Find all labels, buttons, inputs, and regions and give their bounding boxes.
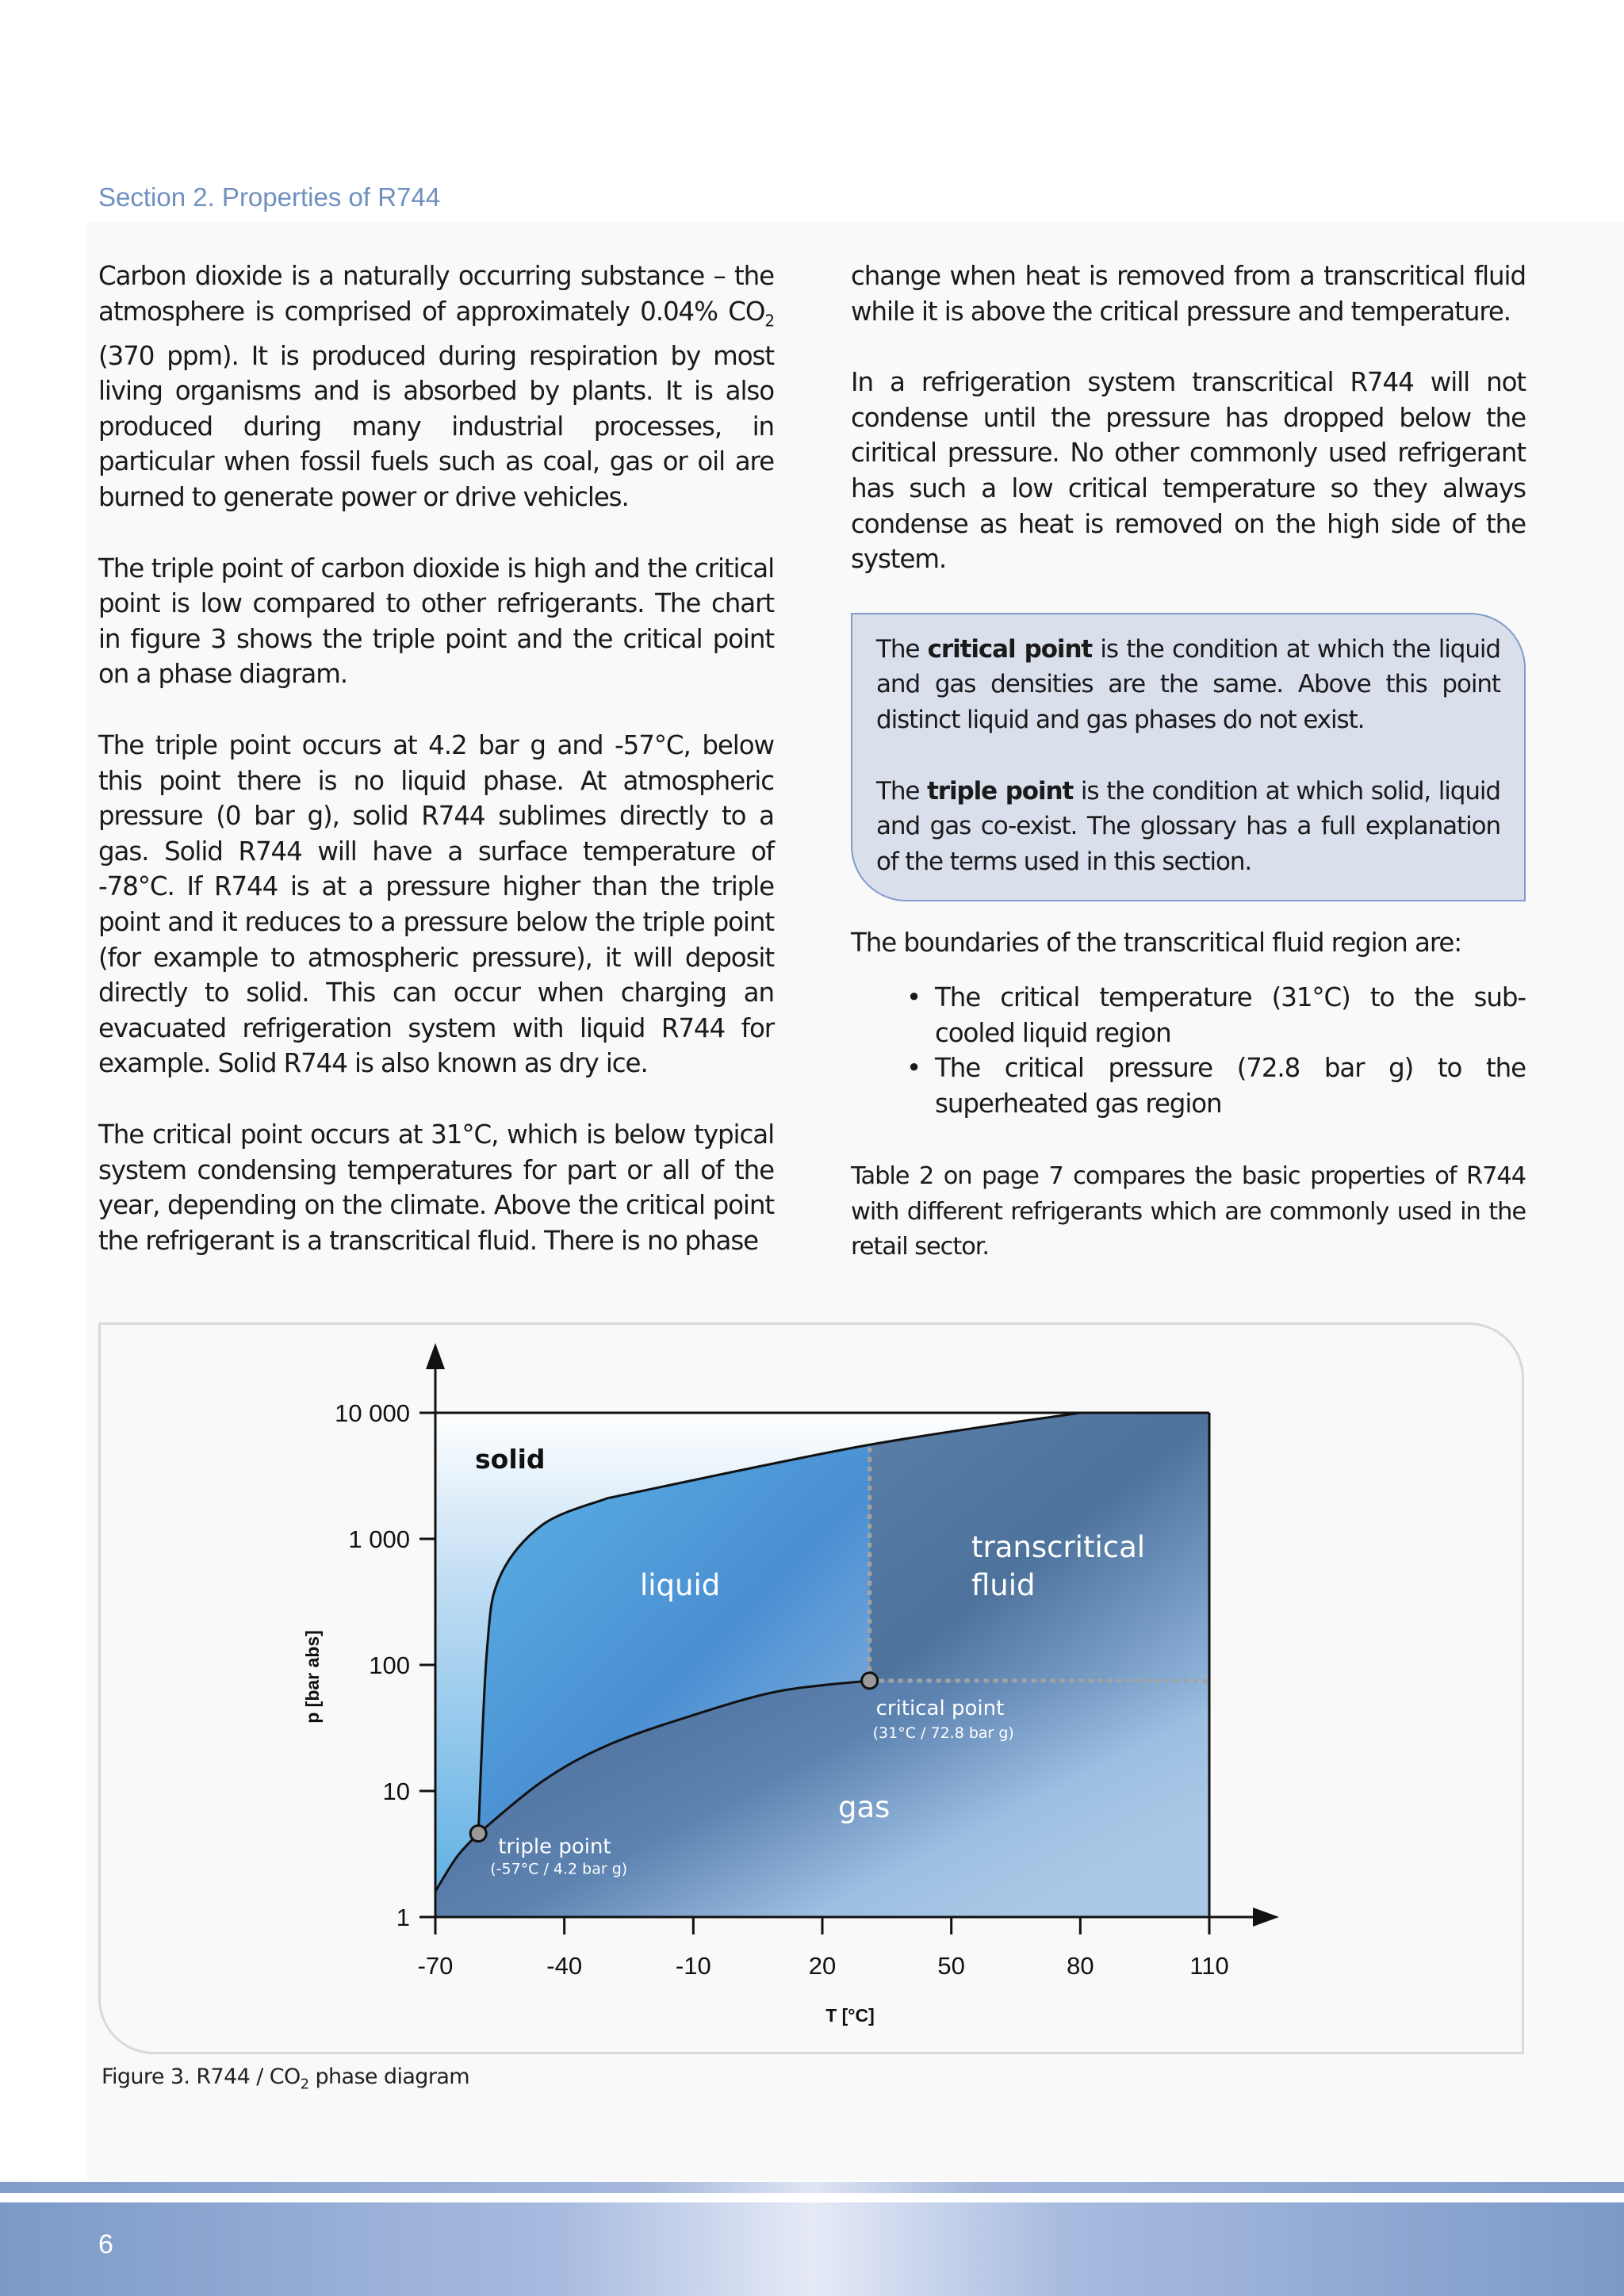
critical-point-definition: The critical point is the condition at which the liquid and gas densities are the same. Above this point distinct liquid and gas phases do not exist. (876, 634, 1500, 734)
y-tick-label: 1 000 (348, 1525, 410, 1553)
section-title: Section 2. Properties of R744 (98, 182, 441, 212)
x-tick-label: 20 (808, 1952, 837, 1980)
paragraph-critical-point: The critical point occurs at 31°C, which is below typical system condensing temperatures for part or all of the year, depending on the climate. Above the critical point the refrigerant is a transcritical fluid. There is no phase (98, 1119, 774, 1256)
transcritical-label-line1: transcritical (971, 1530, 1146, 1564)
x-axis-label: T [°C] (825, 2005, 875, 2026)
critical-point-label: critical point (875, 1696, 1005, 1720)
left-column (98, 258, 774, 1294)
triple-point-marker (470, 1826, 486, 1842)
paragraph-co2-intro: Carbon dioxide is a naturally occurring substance – the atmosphere is comprised of approximately 0.04% $CO_2$ (370 ppm). It is produced during respiration by most living organisms and is absorbed by plants. It is also produced during many industrial processes, in particular when fossil fuels such as coal, gas or oil are burned to generate power or drive vehicles. (98, 261, 774, 513)
figure-caption: Figure 3. $R744 / CO_2$ phase diagram (102, 2064, 469, 2093)
list-item: • The critical pressure (72.8 bar g) to the superheated gas region (906, 1050, 1526, 1121)
triple-point-label: triple point (498, 1835, 611, 1859)
table-reference: Table 2 on page 7 compares the basic properties of R744 with different refrigerants which are commonly used in the retail sector. (851, 1162, 1526, 1261)
liquid-label: liquid (640, 1568, 721, 1602)
y-tick-label: 10 (382, 1777, 410, 1805)
solid-label: solid (475, 1444, 546, 1475)
paragraph-condense: In a refrigeration system transcritical R744 will not condense until the pressure has dropped below the ciritical pressure. No other commonly used refrigerant has such a low critical temperature so they always condense as heat is removed on the high side of the system. (851, 367, 1526, 575)
phase-diagram-chart (98, 1322, 1524, 2054)
y-tick-label: 100 (369, 1651, 410, 1679)
page-number: 6 (98, 2229, 113, 2260)
footer-stripe (0, 2182, 1624, 2193)
gas-label: gas (838, 1790, 891, 1824)
y-axis-label: p [bar abs] (302, 1630, 323, 1724)
boundaries-list (906, 980, 1526, 1121)
paragraph-triple-point: The triple point occurs at 4.2 bar g and -57°C, below this point there is no liquid phase. At atmospheric pressure (0 bar g), solid R744 sublimes directly to a gas. Solid R744 will have a surface temperature of -78°C. If R744 is at a pressure higher than the triple point and it reduces to a pressure below the triple point (for example to atmospheric pressure), it will deposit directly to solid. This can occur when charging an evacuated refrigeration system with liquid R744 for example. Solid R744 is also known as dry ice. (98, 730, 774, 1079)
x-tick-label: 110 (1189, 1952, 1229, 1980)
x-tick-label: -70 (417, 1952, 454, 1980)
right-column (851, 258, 1526, 1301)
y-tick-label: 1 (396, 1904, 410, 1931)
paragraph-triple-critical: The triple point of carbon dioxide is high and the critical point is low compared to other refrigerants. The chart in figure 3 shows the triple point and the critical point on a phase diagram. (98, 553, 774, 690)
critical-point-marker (862, 1673, 878, 1689)
x-tick-label: -40 (546, 1952, 583, 1980)
paragraph-phase-change: change when heat is removed from a transcritical fluid while it is above the critical pressure and temperature. (851, 261, 1526, 327)
definition-callout (851, 613, 1526, 902)
boundaries-intro: The boundaries of the transcritical fluid region are: (851, 928, 1462, 959)
critical-point-sublabel: (31°C / 72.8 bar g) (872, 1724, 1014, 1742)
list-item: • The critical temperature (31°C) to the sub-cooled liquid region (906, 980, 1526, 1050)
triple-point-sublabel: (-57°C / 4.2 bar g) (490, 1860, 628, 1878)
x-tick-label: 50 (937, 1952, 965, 1980)
footer-band (0, 2202, 1624, 2296)
x-tick-label: -10 (675, 1952, 711, 1980)
y-axis-arrow (426, 1343, 445, 1369)
triple-point-definition: The triple point is the condition at which solid, liquid and gas co-exist. The glossary has a full explanation of the terms used in this section. (876, 776, 1500, 876)
y-tick-label: 10 000 (335, 1399, 410, 1427)
x-tick-label: 80 (1067, 1952, 1094, 1980)
x-axis-arrow (1253, 1908, 1279, 1927)
transcritical-label-line2: fluid (971, 1568, 1036, 1602)
